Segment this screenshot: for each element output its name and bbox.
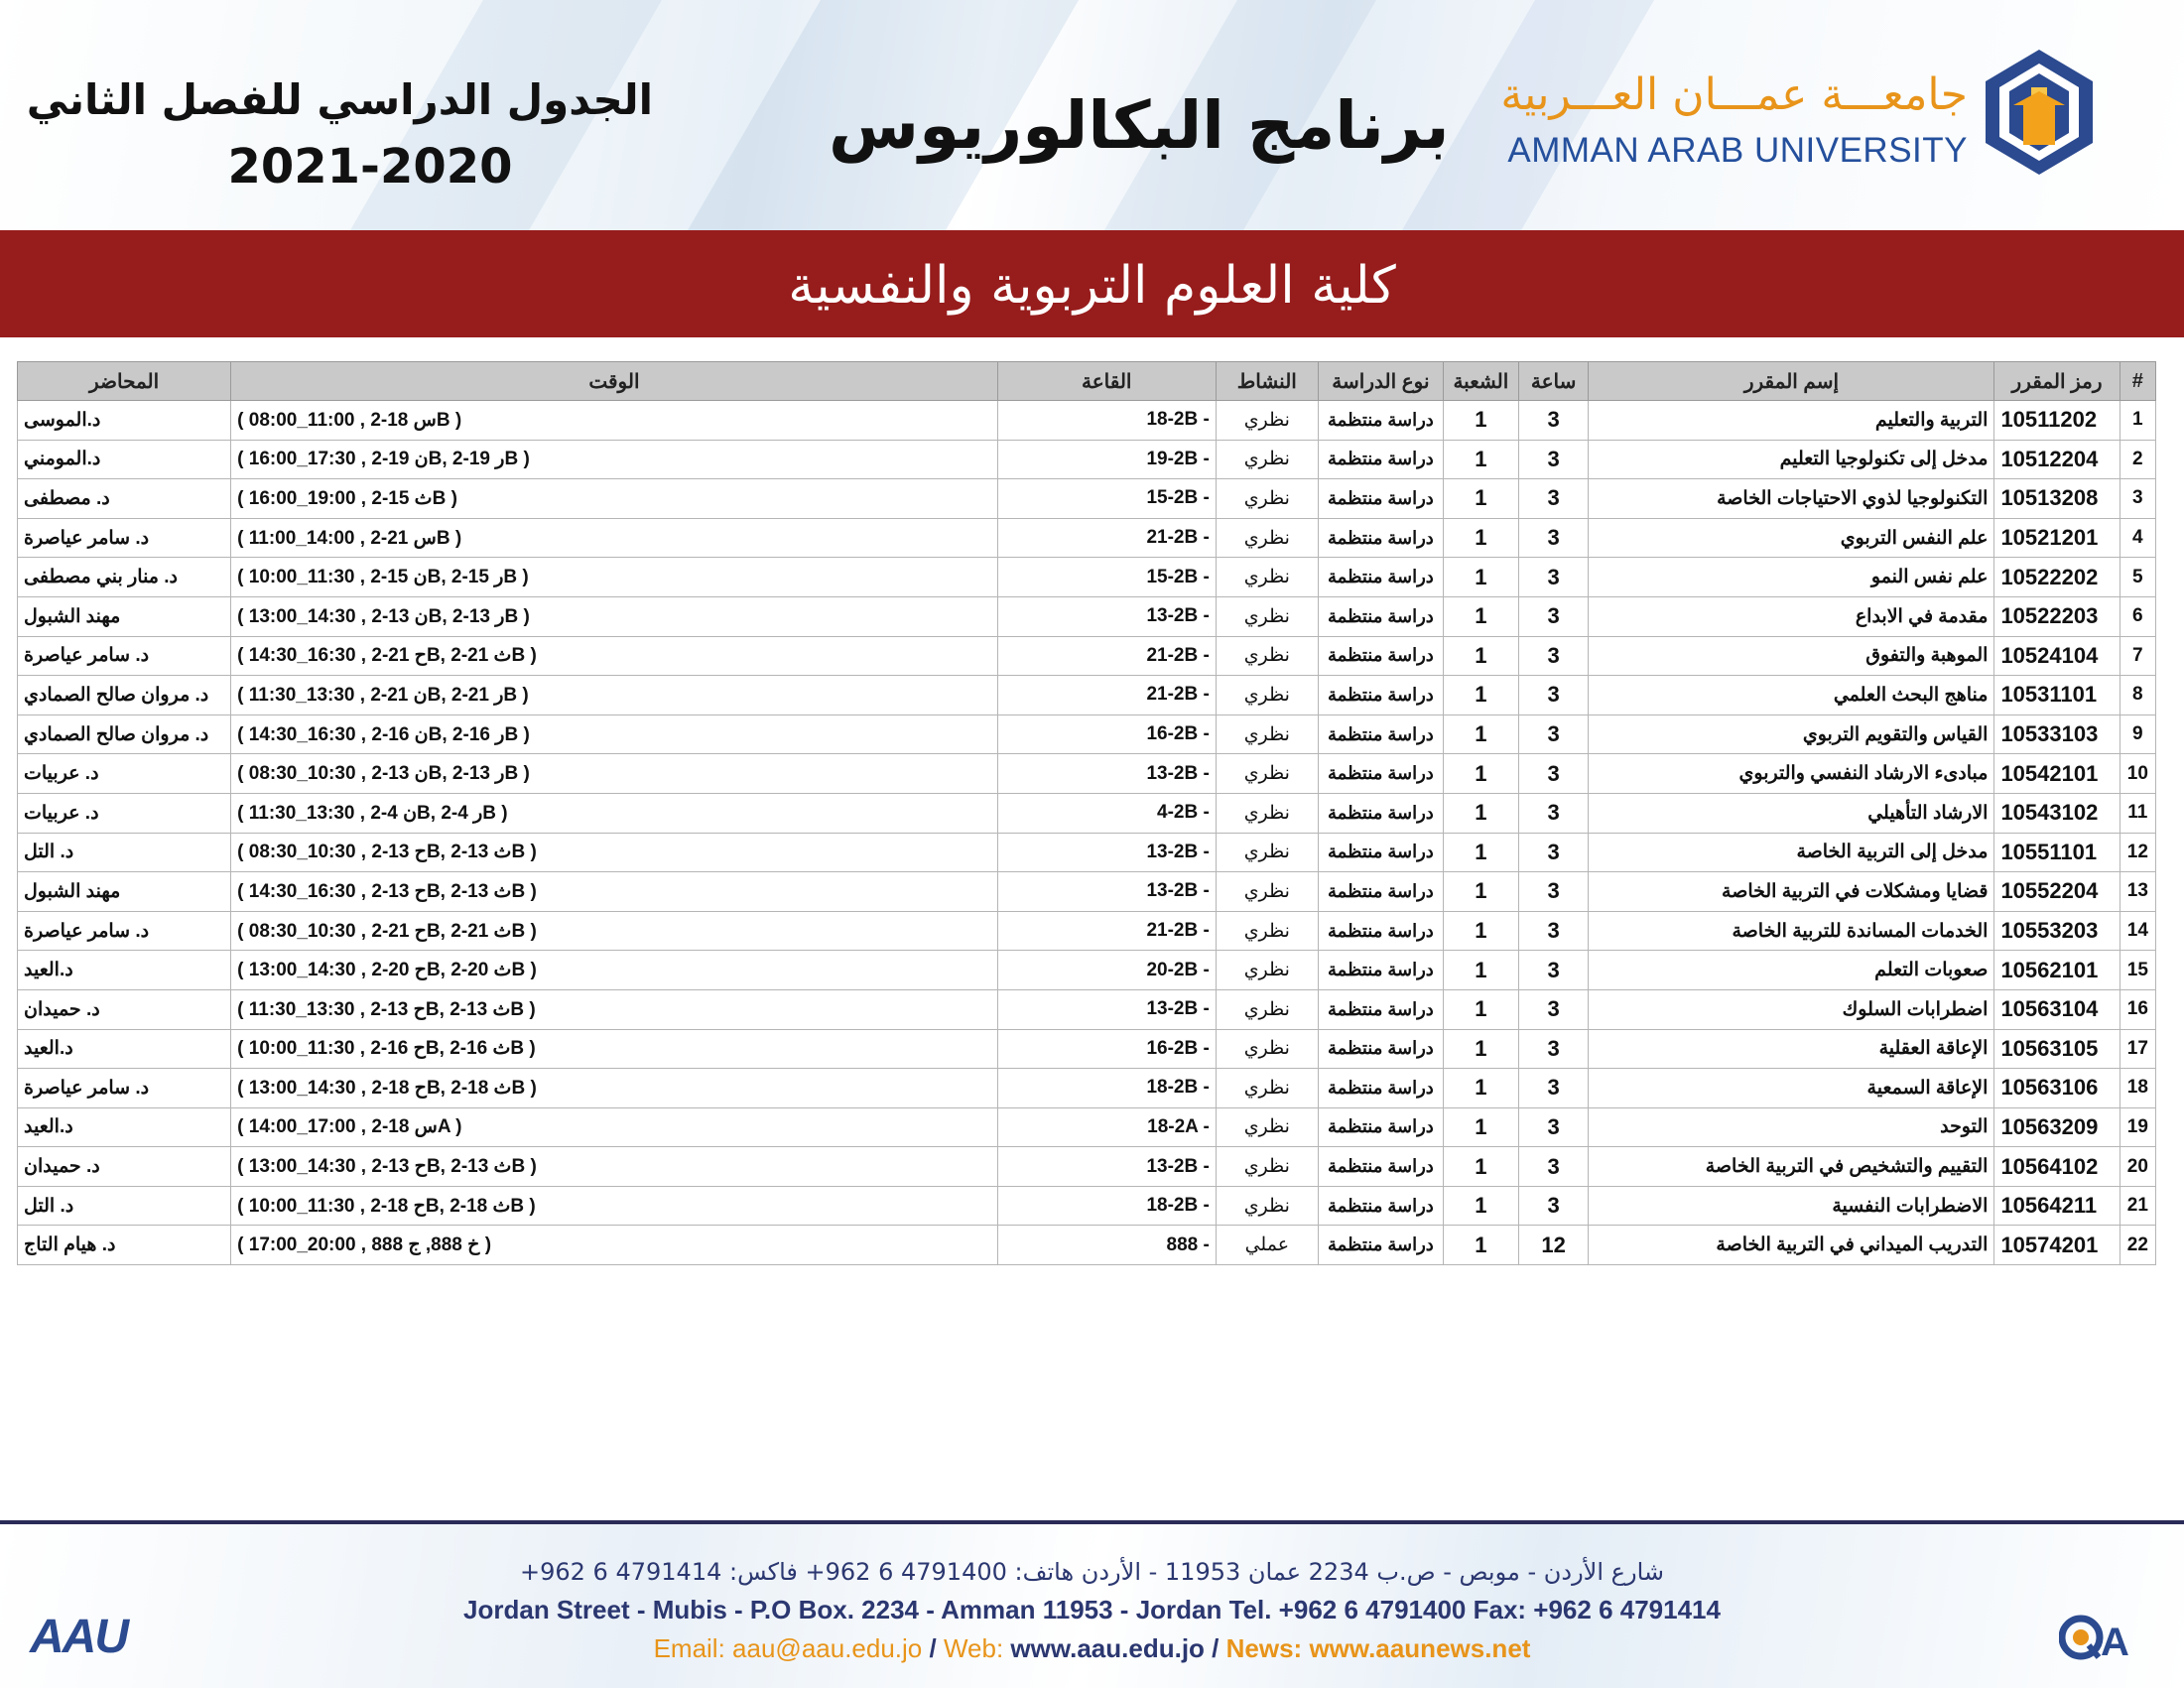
cell-code: 10553203 bbox=[1994, 911, 2120, 951]
footer-address-en: Jordan Street - Mubis - P.O Box. 2234 - Amman 11953 - Jordan Tel. +962 6 4791400 Fax: +962 6 4791414 bbox=[463, 1595, 1721, 1624]
cell-activity: نظري bbox=[1216, 676, 1318, 715]
cell-activity: نظري bbox=[1216, 636, 1318, 676]
header-idx: # bbox=[2120, 362, 2155, 401]
cell-activity: نظري bbox=[1216, 951, 1318, 990]
cell-hours: 12 bbox=[1518, 1226, 1589, 1265]
cell-hours: 3 bbox=[1518, 479, 1589, 519]
cell-time: ( 10:00_11:30 , ح 18-2B, ث 18-2B ) bbox=[231, 1186, 998, 1226]
table-row bbox=[18, 440, 2156, 479]
table-row bbox=[18, 518, 2156, 558]
table-row bbox=[18, 1069, 2156, 1108]
cell-section: 1 bbox=[1444, 754, 1519, 794]
cell-lecturer: د.الموسى bbox=[18, 401, 231, 441]
cell-activity: نظري bbox=[1216, 989, 1318, 1029]
table-row bbox=[18, 951, 2156, 990]
cell-type: دراسة منتظمة bbox=[1318, 1147, 1443, 1187]
cell-activity: نظري bbox=[1216, 1186, 1318, 1226]
cell-room: 18-2B - bbox=[997, 1069, 1216, 1108]
cell-activity: نظري bbox=[1216, 401, 1318, 441]
cell-code: 10552204 bbox=[1994, 872, 2120, 912]
cell-section: 1 bbox=[1444, 833, 1519, 872]
cell-code: 10521201 bbox=[1994, 518, 2120, 558]
university-emblem-icon bbox=[1984, 48, 2095, 177]
cell-activity: نظري bbox=[1216, 479, 1318, 519]
cell-section: 1 bbox=[1444, 596, 1519, 636]
cell-name: التوحد bbox=[1589, 1107, 1994, 1147]
cell-room: 18-2B - bbox=[997, 1186, 1216, 1226]
university-name-en: AMMAN ARAB UNIVERSITY bbox=[1507, 131, 1968, 170]
cell-section: 1 bbox=[1444, 636, 1519, 676]
cell-type: دراسة منتظمة bbox=[1318, 1069, 1443, 1108]
cell-section: 1 bbox=[1444, 872, 1519, 912]
cell-hours: 3 bbox=[1518, 1186, 1589, 1226]
cell-lecturer: د.المومني bbox=[18, 440, 231, 479]
cell-hours: 3 bbox=[1518, 1029, 1589, 1069]
separator: / bbox=[929, 1633, 937, 1663]
cell-time: ( 08:30_10:30 , ح 21-2B, ث 21-2B ) bbox=[231, 911, 998, 951]
cell-lecturer: د. عربيات bbox=[18, 793, 231, 833]
cell-type: دراسة منتظمة bbox=[1318, 518, 1443, 558]
program-title: برنامج البكالوريوس bbox=[829, 87, 1450, 164]
cell-name: الإعاقة السمعية bbox=[1589, 1069, 1994, 1108]
cell-type: دراسة منتظمة bbox=[1318, 558, 1443, 597]
table-row bbox=[18, 872, 2156, 912]
cell-section: 1 bbox=[1444, 518, 1519, 558]
cell-type: دراسة منتظمة bbox=[1318, 479, 1443, 519]
table-row bbox=[18, 793, 2156, 833]
cell-activity: نظري bbox=[1216, 558, 1318, 597]
cell-time: ( 14:00_17:00 , س 18-2A ) bbox=[231, 1107, 998, 1147]
cell-activity: نظري bbox=[1216, 1069, 1318, 1108]
cell-room: 19-2B - bbox=[997, 440, 1216, 479]
cell-activity: نظري bbox=[1216, 518, 1318, 558]
table-row bbox=[18, 479, 2156, 519]
cell-idx: 13 bbox=[2120, 872, 2155, 912]
cell-code: 10524104 bbox=[1994, 636, 2120, 676]
cell-idx: 11 bbox=[2120, 793, 2155, 833]
cell-room: 21-2B - bbox=[997, 518, 1216, 558]
cell-name: علم نفس النمو bbox=[1589, 558, 1994, 597]
cell-time: ( 10:00_11:30 , ح 16-2B, ث 16-2B ) bbox=[231, 1029, 998, 1069]
header-lecturer: المحاضر bbox=[18, 362, 231, 401]
cell-type: دراسة منتظمة bbox=[1318, 1226, 1443, 1265]
header-section: الشعبة bbox=[1444, 362, 1519, 401]
cell-lecturer: د. منار بني مصطفى bbox=[18, 558, 231, 597]
cell-name: التربية والتعليم bbox=[1589, 401, 1994, 441]
table-row bbox=[18, 1226, 2156, 1265]
cell-type: دراسة منتظمة bbox=[1318, 989, 1443, 1029]
cell-section: 1 bbox=[1444, 440, 1519, 479]
cell-idx: 20 bbox=[2120, 1147, 2155, 1187]
table-row bbox=[18, 833, 2156, 872]
cell-code: 10512204 bbox=[1994, 440, 2120, 479]
cell-time: ( 13:00_14:30 , ح 20-2B, ث 20-2B ) bbox=[231, 951, 998, 990]
cell-code: 10564102 bbox=[1994, 1147, 2120, 1187]
faculty-title: كلية العلوم التربوية والنفسية bbox=[788, 256, 1396, 316]
cell-type: دراسة منتظمة bbox=[1318, 1186, 1443, 1226]
cell-room: 888 - bbox=[997, 1226, 1216, 1265]
web-link[interactable]: www.aau.edu.jo bbox=[1010, 1633, 1205, 1663]
cell-room: 21-2B - bbox=[997, 636, 1216, 676]
cell-code: 10563105 bbox=[1994, 1029, 2120, 1069]
cell-lecturer: د. عربيات bbox=[18, 754, 231, 794]
cell-type: دراسة منتظمة bbox=[1318, 596, 1443, 636]
cell-hours: 3 bbox=[1518, 1107, 1589, 1147]
cell-type: دراسة منتظمة bbox=[1318, 754, 1443, 794]
cell-activity: نظري bbox=[1216, 596, 1318, 636]
cell-code: 10562101 bbox=[1994, 951, 2120, 990]
cell-hours: 3 bbox=[1518, 636, 1589, 676]
cell-section: 1 bbox=[1444, 714, 1519, 754]
cell-type: دراسة منتظمة bbox=[1318, 1107, 1443, 1147]
cell-activity: نظري bbox=[1216, 440, 1318, 479]
cell-code: 10574201 bbox=[1994, 1226, 2120, 1265]
cell-name: علم النفس التربوي bbox=[1589, 518, 1994, 558]
header-type: نوع الدراسة bbox=[1318, 362, 1443, 401]
cell-section: 1 bbox=[1444, 1226, 1519, 1265]
cell-type: دراسة منتظمة bbox=[1318, 636, 1443, 676]
cell-idx: 17 bbox=[2120, 1029, 2155, 1069]
cell-type: دراسة منتظمة bbox=[1318, 951, 1443, 990]
cell-room: 20-2B - bbox=[997, 951, 1216, 990]
cell-time: ( 11:30_13:30 , ن 4-2B, ر 4-2B ) bbox=[231, 793, 998, 833]
cell-time: ( 13:00_14:30 , ن 13-2B, ر 13-2B ) bbox=[231, 596, 998, 636]
cell-type: دراسة منتظمة bbox=[1318, 833, 1443, 872]
cell-name: التقييم والتشخيص في التربية الخاصة bbox=[1589, 1147, 1994, 1187]
cell-hours: 3 bbox=[1518, 440, 1589, 479]
table-row bbox=[18, 1186, 2156, 1226]
aau-logo: AAU bbox=[30, 1611, 127, 1663]
schedule-table bbox=[17, 361, 2156, 1265]
cell-lecturer: د.العيد bbox=[18, 1107, 231, 1147]
cell-time: ( 08:30_10:30 , ح 13-2B, ث 13-2B ) bbox=[231, 833, 998, 872]
cell-lecturer: د. سامر عياصرة bbox=[18, 636, 231, 676]
cell-code: 10531101 bbox=[1994, 676, 2120, 715]
cell-time: ( 17:00_20:00 , خ 888, ج 888 ) bbox=[231, 1226, 998, 1265]
cell-lecturer: د. مروان صالح الصمادي bbox=[18, 676, 231, 715]
cell-idx: 16 bbox=[2120, 989, 2155, 1029]
cell-name: مدخل إلى تكنولوجيا التعليم bbox=[1589, 440, 1994, 479]
cell-type: دراسة منتظمة bbox=[1318, 440, 1443, 479]
cell-lecturer: د. سامر عياصرة bbox=[18, 911, 231, 951]
cell-activity: نظري bbox=[1216, 714, 1318, 754]
cell-name: مقدمة في الابداع bbox=[1589, 596, 1994, 636]
cell-time: ( 14:30_16:30 , ح 13-2B, ث 13-2B ) bbox=[231, 872, 998, 912]
cell-lecturer: د. مروان صالح الصمادي bbox=[18, 714, 231, 754]
cell-idx: 5 bbox=[2120, 558, 2155, 597]
cell-section: 1 bbox=[1444, 1029, 1519, 1069]
cell-name: قضايا ومشكلات في التربية الخاصة bbox=[1589, 872, 1994, 912]
cell-room: 13-2B - bbox=[997, 872, 1216, 912]
cell-section: 1 bbox=[1444, 951, 1519, 990]
cell-room: 13-2B - bbox=[997, 833, 1216, 872]
cell-name: صعوبات التعلم bbox=[1589, 951, 1994, 990]
cell-hours: 3 bbox=[1518, 714, 1589, 754]
cell-code: 10522203 bbox=[1994, 596, 2120, 636]
cell-idx: 1 bbox=[2120, 401, 2155, 441]
cell-lecturer: د. حميدان bbox=[18, 989, 231, 1029]
cell-name: مدخل إلى التربية الخاصة bbox=[1589, 833, 1994, 872]
header-time: الوقت bbox=[231, 362, 998, 401]
footer-address-ar: شارع الأردن - موبص - ص.ب 2234 عمان 11953 - الأردن هاتف: 4791400 6 962+ فاكس: 4791414 6 962+ bbox=[519, 1558, 1664, 1586]
cell-idx: 15 bbox=[2120, 951, 2155, 990]
schedule-title: الجدول الدراسي للفصل الثاني bbox=[26, 75, 653, 124]
cell-room: 4-2B - bbox=[997, 793, 1216, 833]
cell-section: 1 bbox=[1444, 479, 1519, 519]
header-activity: النشاط bbox=[1216, 362, 1318, 401]
cell-time: ( 08:30_10:30 , ن 13-2B, ر 13-2B ) bbox=[231, 754, 998, 794]
cell-lecturer: د. مصطفى bbox=[18, 479, 231, 519]
cell-lecturer: د. سامر عياصرة bbox=[18, 1069, 231, 1108]
cell-room: 13-2B - bbox=[997, 989, 1216, 1029]
separator: / bbox=[1212, 1633, 1220, 1663]
cell-time: ( 11:30_13:30 , ن 21-2B, ر 21-2B ) bbox=[231, 676, 998, 715]
cell-room: 16-2B - bbox=[997, 1029, 1216, 1069]
table-row bbox=[18, 558, 2156, 597]
cell-lecturer: د. هيام التاج bbox=[18, 1226, 231, 1265]
cell-hours: 3 bbox=[1518, 401, 1589, 441]
university-logo bbox=[1500, 48, 2095, 187]
cell-type: دراسة منتظمة bbox=[1318, 401, 1443, 441]
cell-idx: 12 bbox=[2120, 833, 2155, 872]
cell-hours: 3 bbox=[1518, 558, 1589, 597]
table-row bbox=[18, 714, 2156, 754]
table-row bbox=[18, 676, 2156, 715]
table-row bbox=[18, 1107, 2156, 1147]
cell-time: ( 16:00_19:00 , ث 15-2B ) bbox=[231, 479, 998, 519]
cell-idx: 18 bbox=[2120, 1069, 2155, 1108]
cell-room: 13-2B - bbox=[997, 596, 1216, 636]
cell-time: ( 10:00_11:30 , ن 15-2B, ر 15-2B ) bbox=[231, 558, 998, 597]
cell-section: 1 bbox=[1444, 793, 1519, 833]
cell-name: التكنولوجيا لذوي الاحتياجات الخاصة bbox=[1589, 479, 1994, 519]
table-row bbox=[18, 754, 2156, 794]
table-row bbox=[18, 636, 2156, 676]
header-hours: ساعة bbox=[1518, 362, 1589, 401]
cell-section: 1 bbox=[1444, 1186, 1519, 1226]
table-row bbox=[18, 1147, 2156, 1187]
cell-time: ( 13:00_14:30 , ح 18-2B, ث 18-2B ) bbox=[231, 1069, 998, 1108]
table-row bbox=[18, 401, 2156, 441]
cell-activity: نظري bbox=[1216, 1147, 1318, 1187]
cell-type: دراسة منتظمة bbox=[1318, 872, 1443, 912]
cell-name: الإعاقة العقلية bbox=[1589, 1029, 1994, 1069]
cell-hours: 3 bbox=[1518, 989, 1589, 1029]
cell-hours: 3 bbox=[1518, 872, 1589, 912]
cell-time: ( 08:00_11:00 , س 18-2B ) bbox=[231, 401, 998, 441]
cell-type: دراسة منتظمة bbox=[1318, 911, 1443, 951]
cell-section: 1 bbox=[1444, 401, 1519, 441]
cell-code: 10543102 bbox=[1994, 793, 2120, 833]
cell-name: مناهج البحث العلمي bbox=[1589, 676, 1994, 715]
cell-type: دراسة منتظمة bbox=[1318, 676, 1443, 715]
cell-name: الاضطرابات النفسية bbox=[1589, 1186, 1994, 1226]
table-row bbox=[18, 989, 2156, 1029]
header-name: إسم المقرر bbox=[1589, 362, 1994, 401]
cell-lecturer: مهند الشبول bbox=[18, 872, 231, 912]
cell-lecturer: د. التل bbox=[18, 1186, 231, 1226]
email-label: Email: bbox=[653, 1633, 725, 1663]
cell-activity: عملي bbox=[1216, 1226, 1318, 1265]
cell-lecturer: د. التل bbox=[18, 833, 231, 872]
cell-section: 1 bbox=[1444, 1107, 1519, 1147]
cell-lecturer: د. سامر عياصرة bbox=[18, 518, 231, 558]
cell-activity: نظري bbox=[1216, 754, 1318, 794]
cell-hours: 3 bbox=[1518, 951, 1589, 990]
cell-hours: 3 bbox=[1518, 518, 1589, 558]
cell-idx: 10 bbox=[2120, 754, 2155, 794]
cell-type: دراسة منتظمة bbox=[1318, 793, 1443, 833]
cell-idx: 21 bbox=[2120, 1186, 2155, 1226]
cell-room: 13-2B - bbox=[997, 754, 1216, 794]
schedule-year: 2021-2020 bbox=[227, 139, 513, 195]
cell-idx: 8 bbox=[2120, 676, 2155, 715]
cell-hours: 3 bbox=[1518, 754, 1589, 794]
table-row bbox=[18, 1029, 2156, 1069]
cell-code: 10511202 bbox=[1994, 401, 2120, 441]
cell-code: 10563106 bbox=[1994, 1069, 2120, 1108]
qa-logo-icon bbox=[2059, 1612, 2138, 1663]
cell-activity: نظري bbox=[1216, 1107, 1318, 1147]
cell-idx: 4 bbox=[2120, 518, 2155, 558]
cell-idx: 19 bbox=[2120, 1107, 2155, 1147]
news-label: News: bbox=[1225, 1633, 1303, 1663]
table-header-row bbox=[18, 362, 2156, 401]
header-room: القاعة bbox=[997, 362, 1216, 401]
cell-hours: 3 bbox=[1518, 596, 1589, 636]
cell-code: 10563104 bbox=[1994, 989, 2120, 1029]
cell-lecturer: د.العيد bbox=[18, 951, 231, 990]
table-row bbox=[18, 911, 2156, 951]
cell-idx: 3 bbox=[2120, 479, 2155, 519]
cell-idx: 14 bbox=[2120, 911, 2155, 951]
cell-time: ( 14:30_16:30 , ن 16-2B, ر 16-2B ) bbox=[231, 714, 998, 754]
cell-name: الخدمات المساندة للتربية الخاصة bbox=[1589, 911, 1994, 951]
cell-idx: 9 bbox=[2120, 714, 2155, 754]
cell-code: 10563209 bbox=[1994, 1107, 2120, 1147]
cell-room: 15-2B - bbox=[997, 558, 1216, 597]
cell-room: 16-2B - bbox=[997, 714, 1216, 754]
cell-code: 10533103 bbox=[1994, 714, 2120, 754]
cell-name: اضطرابات السلوك bbox=[1589, 989, 1994, 1029]
cell-time: ( 13:00_14:30 , ح 13-2B, ث 13-2B ) bbox=[231, 1147, 998, 1187]
cell-code: 10551101 bbox=[1994, 833, 2120, 872]
cell-room: 15-2B - bbox=[997, 479, 1216, 519]
table-row bbox=[18, 596, 2156, 636]
cell-section: 1 bbox=[1444, 558, 1519, 597]
cell-activity: نظري bbox=[1216, 872, 1318, 912]
cell-section: 1 bbox=[1444, 989, 1519, 1029]
cell-section: 1 bbox=[1444, 911, 1519, 951]
cell-idx: 2 bbox=[2120, 440, 2155, 479]
footer-contacts bbox=[0, 1633, 2184, 1664]
cell-time: ( 11:30_13:30 , ح 13-2B, ث 13-2B ) bbox=[231, 989, 998, 1029]
cell-code: 10542101 bbox=[1994, 754, 2120, 794]
cell-time: ( 16:00_17:30 , ن 19-2B, ر 19-2B ) bbox=[231, 440, 998, 479]
cell-time: ( 14:30_16:30 , ح 21-2B, ث 21-2B ) bbox=[231, 636, 998, 676]
cell-activity: نظري bbox=[1216, 833, 1318, 872]
cell-type: دراسة منتظمة bbox=[1318, 1029, 1443, 1069]
cell-hours: 3 bbox=[1518, 676, 1589, 715]
web-label: Web: bbox=[943, 1633, 1004, 1663]
cell-code: 10513208 bbox=[1994, 479, 2120, 519]
cell-room: 13-2B - bbox=[997, 1147, 1216, 1187]
cell-code: 10564211 bbox=[1994, 1186, 2120, 1226]
cell-lecturer: د.العيد bbox=[18, 1029, 231, 1069]
cell-activity: نظري bbox=[1216, 793, 1318, 833]
cell-idx: 22 bbox=[2120, 1226, 2155, 1265]
cell-idx: 6 bbox=[2120, 596, 2155, 636]
cell-name: الارشاد التأهيلي bbox=[1589, 793, 1994, 833]
cell-room: 18-2A - bbox=[997, 1107, 1216, 1147]
cell-room: 21-2B - bbox=[997, 676, 1216, 715]
cell-code: 10522202 bbox=[1994, 558, 2120, 597]
cell-hours: 3 bbox=[1518, 1147, 1589, 1187]
university-name-ar: جامعـــة عمـــان العـــربية bbox=[1500, 69, 1968, 120]
cell-hours: 3 bbox=[1518, 833, 1589, 872]
email-link[interactable]: aau@aau.edu.jo bbox=[732, 1633, 923, 1663]
cell-activity: نظري bbox=[1216, 911, 1318, 951]
cell-name: التدريب الميداني في التربية الخاصة bbox=[1589, 1226, 1994, 1265]
qa-logo-letter: A bbox=[2101, 1621, 2129, 1663]
cell-room: 18-2B - bbox=[997, 401, 1216, 441]
cell-section: 1 bbox=[1444, 676, 1519, 715]
cell-hours: 3 bbox=[1518, 911, 1589, 951]
cell-time: ( 11:00_14:00 , س 21-2B ) bbox=[231, 518, 998, 558]
cell-section: 1 bbox=[1444, 1147, 1519, 1187]
cell-name: الموهبة والتفوق bbox=[1589, 636, 1994, 676]
cell-idx: 7 bbox=[2120, 636, 2155, 676]
cell-activity: نظري bbox=[1216, 1029, 1318, 1069]
cell-lecturer: د. حميدان bbox=[18, 1147, 231, 1187]
cell-name: مبادىء الارشاد النفسي والتربوي bbox=[1589, 754, 1994, 794]
cell-hours: 3 bbox=[1518, 793, 1589, 833]
cell-section: 1 bbox=[1444, 1069, 1519, 1108]
cell-room: 21-2B - bbox=[997, 911, 1216, 951]
cell-name: القياس والتقويم التربوي bbox=[1589, 714, 1994, 754]
cell-lecturer: مهند الشبول bbox=[18, 596, 231, 636]
cell-hours: 3 bbox=[1518, 1069, 1589, 1108]
news-link[interactable]: www.aaunews.net bbox=[1309, 1633, 1531, 1663]
header-code: رمز المقرر bbox=[1994, 362, 2120, 401]
cell-type: دراسة منتظمة bbox=[1318, 714, 1443, 754]
